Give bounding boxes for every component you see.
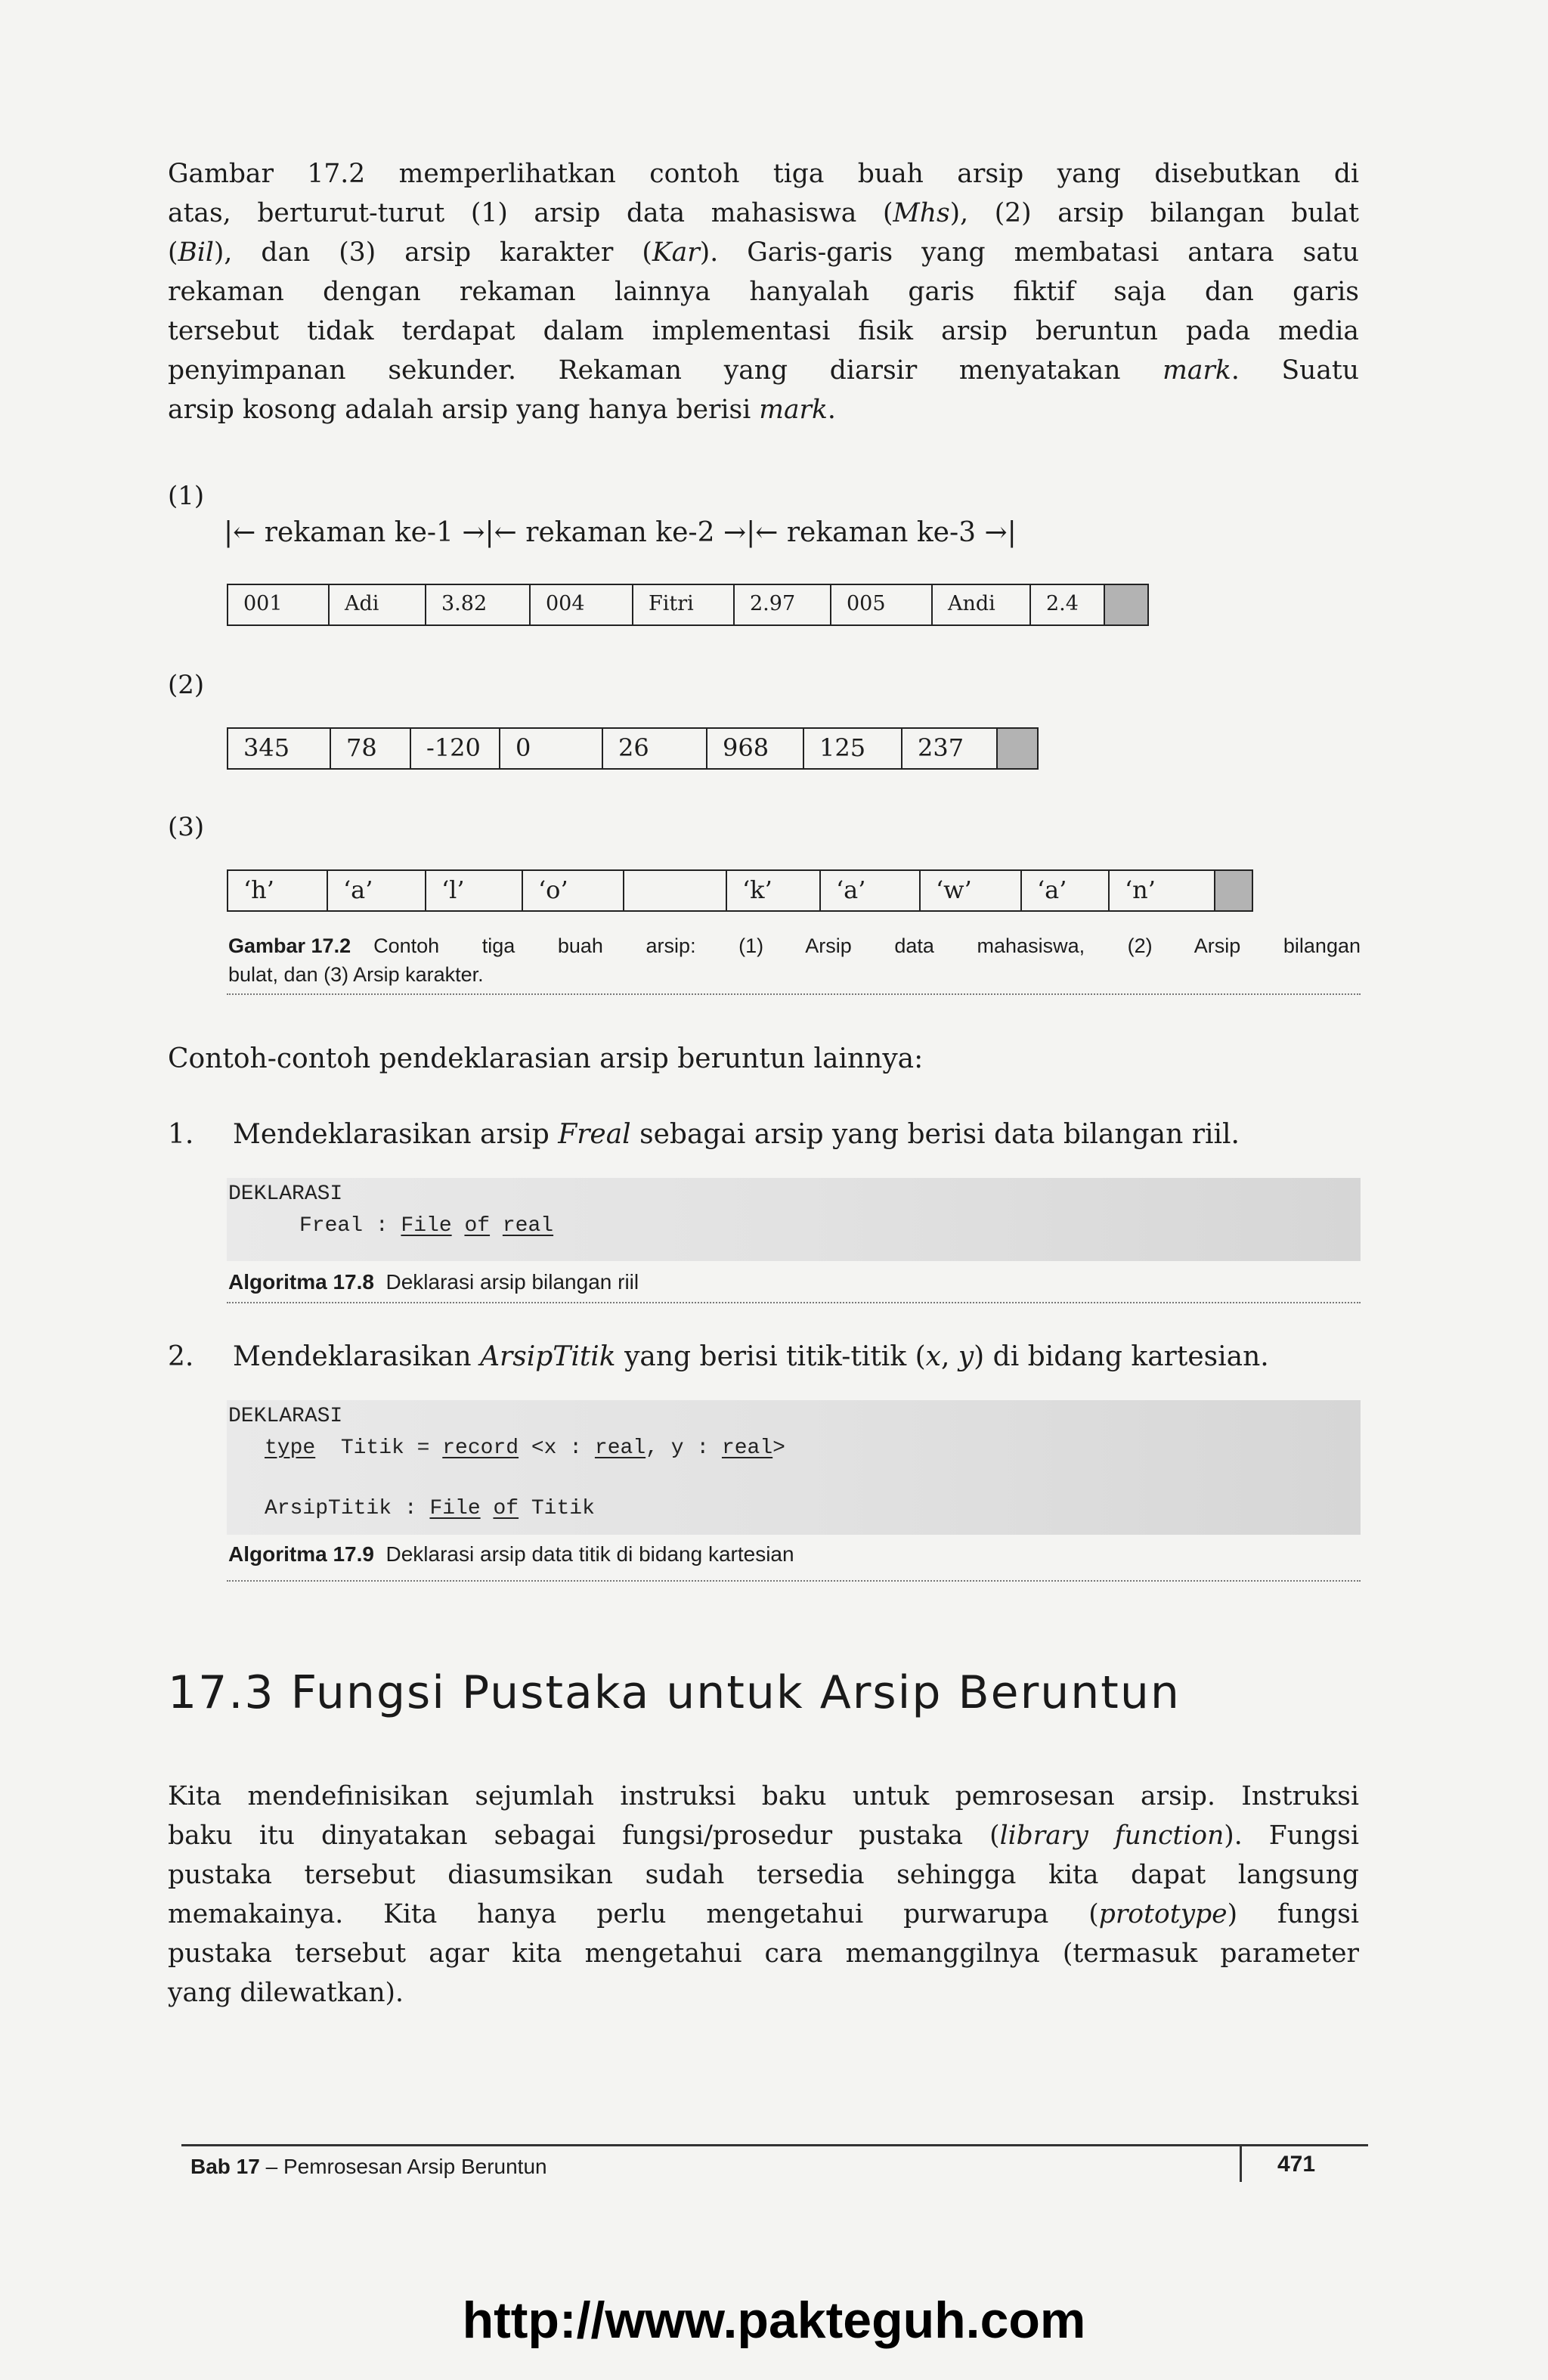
record-cell: ‘a’ xyxy=(328,871,426,910)
record-cell: ‘a’ xyxy=(1022,871,1110,910)
paragraph-line: memakainya. Kita hanya perlu mengetahui purwarupa (prototype) fungsi xyxy=(168,1899,1359,1929)
record-cell: 3.82 xyxy=(426,585,531,624)
code-line: type Titik = record <x : real, y : real> xyxy=(265,1436,785,1460)
code-keyword: DEKLARASI xyxy=(228,1182,343,1206)
example-text: Mendeklarasikan ArsipTitik yang berisi titik-titik (x, y) di bidang kartesian. xyxy=(233,1341,1269,1372)
paragraph-line: rekaman dengan rekaman lainnya hanyalah garis fiktif saja dan garis xyxy=(168,277,1359,307)
paragraph-line: Kita mendefinisikan sejumlah instruksi baku untuk pemrosesan arsip. Instruksi xyxy=(168,1781,1359,1811)
file-bil-records xyxy=(227,727,1039,770)
caption-label: Gambar 17.2 xyxy=(228,934,351,957)
figure-label-2: (2) xyxy=(168,670,205,700)
record-cell: 125 xyxy=(804,729,902,768)
algo-text: Deklarasi arsip bilangan riil xyxy=(385,1270,639,1294)
figure-caption xyxy=(228,931,1361,989)
figure-label-1: (1) xyxy=(168,481,205,511)
paragraph-line: arsip kosong adalah arsip yang hanya berisi mark. xyxy=(168,395,836,425)
watermark-url: http://www.pakteguh.com xyxy=(462,2292,1086,2349)
example-2 xyxy=(168,1341,1269,1372)
footer-rule xyxy=(181,2144,1368,2146)
record-cell: 237 xyxy=(902,729,998,768)
record-cell: 345 xyxy=(228,729,331,768)
algo-text: Deklarasi arsip data titik di bidang kartesian xyxy=(385,1542,794,1566)
section-paragraph xyxy=(168,1777,1359,2013)
caption-text-line1: Contoh tiga buah arsip: (1) Arsip data mahasiswa, (2) Arsip bilangan xyxy=(373,934,1361,957)
record-cell: 005 xyxy=(831,585,933,624)
record-cell: ‘n’ xyxy=(1110,871,1215,910)
example-number: 2. xyxy=(168,1341,194,1372)
footer-chapter xyxy=(190,2155,547,2179)
algorithm-caption-1 xyxy=(228,1270,639,1294)
paragraph-line: (Bil), dan (3) arsip karakter (Kar). Garis-garis yang membatasi antara satu xyxy=(168,237,1359,268)
file-kar-records xyxy=(227,869,1253,912)
record-cell: ‘o’ xyxy=(523,871,624,910)
example-text: Mendeklarasikan arsip Freal sebagai arsip yang berisi data bilangan riil. xyxy=(233,1119,1240,1150)
algo-divider xyxy=(227,1302,1361,1303)
mark-cell xyxy=(1105,585,1147,624)
record-cell: -120 xyxy=(411,729,500,768)
algorithm-caption-2 xyxy=(228,1542,794,1567)
record-cell: 001 xyxy=(228,585,330,624)
footer-separator xyxy=(1240,2146,1242,2182)
record-cell: 2.4 xyxy=(1031,585,1105,624)
record-cell: Fitri xyxy=(633,585,735,624)
paragraph-line: tersebut tidak terdapat dalam implementasi fisik arsip beruntun pada media xyxy=(168,316,1359,346)
intro-paragraph xyxy=(168,154,1359,429)
record-cell: Andi xyxy=(933,585,1031,624)
record-cell: 78 xyxy=(331,729,411,768)
record-cell: ‘a’ xyxy=(821,871,921,910)
paragraph-line: yang dilewatkan). xyxy=(168,1978,404,2008)
record-cell: 2.97 xyxy=(735,585,831,624)
paragraph-line: pustaka tersebut diasumsikan sudah tersedia sehingga kita dapat langsung xyxy=(168,1860,1359,1890)
code-keyword: DEKLARASI xyxy=(228,1405,343,1428)
code-line: Freal : File of real xyxy=(299,1214,554,1238)
record-arrows: |← rekaman ke-1 →|← rekaman ke-2 →|← rekaman ke-3 →| xyxy=(224,517,1017,548)
mark-cell xyxy=(998,729,1037,768)
record-cell: ‘w’ xyxy=(921,871,1022,910)
paragraph-line: Gambar 17.2 memperlihatkan contoh tiga buah arsip yang disebutkan di xyxy=(168,159,1359,189)
caption-text-line2: bulat, dan (3) Arsip karakter. xyxy=(228,963,484,986)
paragraph-line: atas, berturut-turut (1) arsip data mahasiswa (Mhs), (2) arsip bilangan bulat xyxy=(168,198,1359,228)
figure-label-3: (3) xyxy=(168,812,205,842)
example-number: 1. xyxy=(168,1119,194,1150)
record-cell: ‘l’ xyxy=(426,871,523,910)
record-cell: ‘h’ xyxy=(228,871,328,910)
footer-chapter-number: Bab 17 xyxy=(190,2155,260,2178)
file-mhs-records xyxy=(227,584,1149,626)
caption-divider xyxy=(227,993,1361,995)
section-title: 17.3 Fungsi Pustaka untuk Arsip Beruntun xyxy=(168,1666,1181,1719)
algo-divider xyxy=(227,1580,1361,1582)
footer-chapter-title: – Pemrosesan Arsip Beruntun xyxy=(259,2155,547,2178)
algo-label: Algoritma 17.8 xyxy=(228,1270,374,1294)
page-number: 471 xyxy=(1277,2152,1316,2177)
paragraph-line: penyimpanan sekunder. Rekaman yang diarsir menyatakan mark. Suatu xyxy=(168,355,1359,386)
record-cell xyxy=(624,871,727,910)
record-cell: 0 xyxy=(500,729,603,768)
examples-intro: Contoh-contoh pendeklarasian arsip beruntun lainnya: xyxy=(168,1043,924,1074)
record-cell: Adi xyxy=(330,585,426,624)
example-1 xyxy=(168,1119,1240,1150)
code-line: ArsipTitik : File of Titik xyxy=(265,1497,595,1520)
paragraph-line: baku itu dinyatakan sebagai fungsi/prosedur pustaka (library function). Fungsi xyxy=(168,1821,1359,1851)
record-cell: 968 xyxy=(707,729,804,768)
algo-label: Algoritma 17.9 xyxy=(228,1542,374,1566)
record-cell: 004 xyxy=(531,585,633,624)
paragraph-line: pustaka tersebut agar kita mengetahui cara memanggilnya (termasuk parameter xyxy=(168,1938,1359,1969)
record-cell: ‘k’ xyxy=(727,871,821,910)
mark-cell xyxy=(1215,871,1252,910)
record-cell: 26 xyxy=(603,729,707,768)
